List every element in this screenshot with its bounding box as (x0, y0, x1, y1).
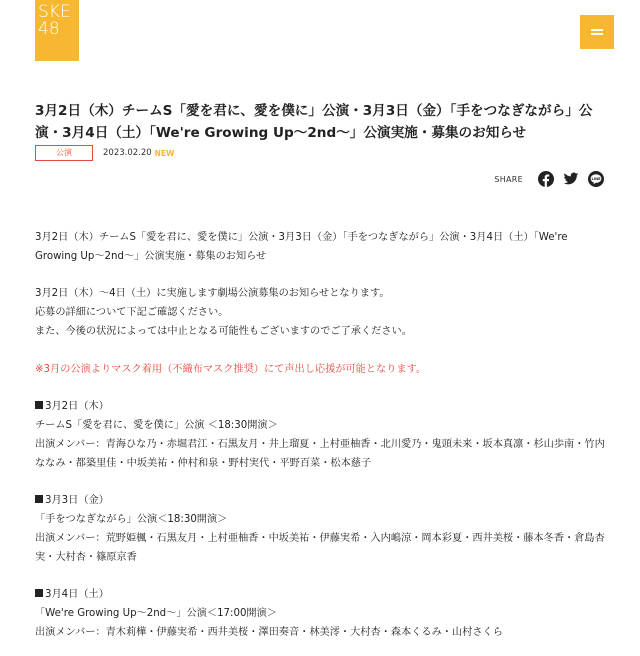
article-date: 2023.02.20 (103, 148, 152, 158)
category-tag[interactable]: 公演 (35, 145, 93, 161)
body-paragraph: 応募の詳細について下記ご確認ください。 (35, 307, 229, 319)
share-bar (494, 171, 604, 187)
article-meta (35, 145, 174, 161)
show-name: チームS「愛を君に、愛を僕に」公演 ＜18:30開演＞ (35, 419, 278, 431)
new-badge: NEW (154, 148, 175, 158)
square-bullet-icon (35, 495, 43, 503)
twitter-icon[interactable] (563, 171, 579, 187)
body-paragraph: 3月2日（木）～4日（土）に実施します劇場公演募集のお知らせとなります。 (35, 288, 390, 300)
line-icon[interactable] (588, 171, 604, 187)
intro-paragraph: 3月2日（木）チームS「愛を君に、愛を僕に」公演・3月3日（金）「手をつなぎながら」公演・3月4日（土）「We're Growing Up～2nd～」公演実施・募集のお知らせ (35, 232, 568, 262)
section-date: 3月3日（金） (45, 495, 109, 507)
member-list: 出演メンバー：荒野姫楓・石黒友月・上村亜柚香・中坂美祐・伊藤実希・入内嶋涼・岡本彩夏・西井美桜・藤本冬香・倉島杏実・大村杏・篠原京香 (35, 532, 605, 563)
logo-line-1: SKE (38, 2, 71, 22)
section-date: 3月2日（木） (45, 401, 109, 413)
line-icon-text: LINE (591, 177, 601, 182)
section-date: 3月4日（土） (45, 589, 109, 601)
show-name: 「手をつなぎながら」公演＜18:30開演＞ (35, 513, 228, 525)
square-bullet-icon (35, 589, 43, 597)
member-list: 出演メンバー：青木莉樺・伊藤実希・西井美桜・澤田奏音・林美澪・大村杏・森本くるみ・山村さくら (35, 626, 503, 638)
facebook-icon[interactable] (538, 171, 554, 187)
hamburger-menu-button[interactable] (580, 15, 614, 49)
menu-icon (591, 29, 603, 31)
section-heading (35, 492, 610, 511)
mask-notice: ※3月の公演よりマスク着用（不織布マスク推奨）にて声出し応援が可能となります。 (35, 363, 427, 375)
section-heading (35, 398, 610, 417)
square-bullet-icon (35, 401, 43, 409)
menu-icon-bar (591, 33, 603, 35)
share-label: SHARE (494, 174, 523, 184)
article-body (35, 229, 610, 643)
show-name: 「We're Growing Up～2nd～」公演＜17:00開演＞ (35, 607, 277, 619)
article-title: 3月2日（木）チームS「愛を君に、愛を僕に」公演・3月3日（金）「手をつなぎながら」公演・3月4日（土）「We're Growing Up～2nd～」公演実施・募集のお知らせ (35, 103, 593, 141)
logo-line-2: 48 (38, 19, 60, 39)
body-paragraph: また、今後の状況によっては中止となる可能性もございますのでご了承ください。 (35, 325, 412, 337)
member-list: 出演メンバー：青海ひな乃・赤堀君江・石黒友月・井上瑠夏・上村亜柚香・北川愛乃・鬼頭未来・坂本真凛・杉山歩南・竹内ななみ・都築里佳・中坂美祐・仲村和泉・野村実代・平野百菜・松本慈子 (35, 438, 605, 469)
ske48-logo[interactable] (35, 0, 79, 61)
section-heading (35, 586, 610, 605)
